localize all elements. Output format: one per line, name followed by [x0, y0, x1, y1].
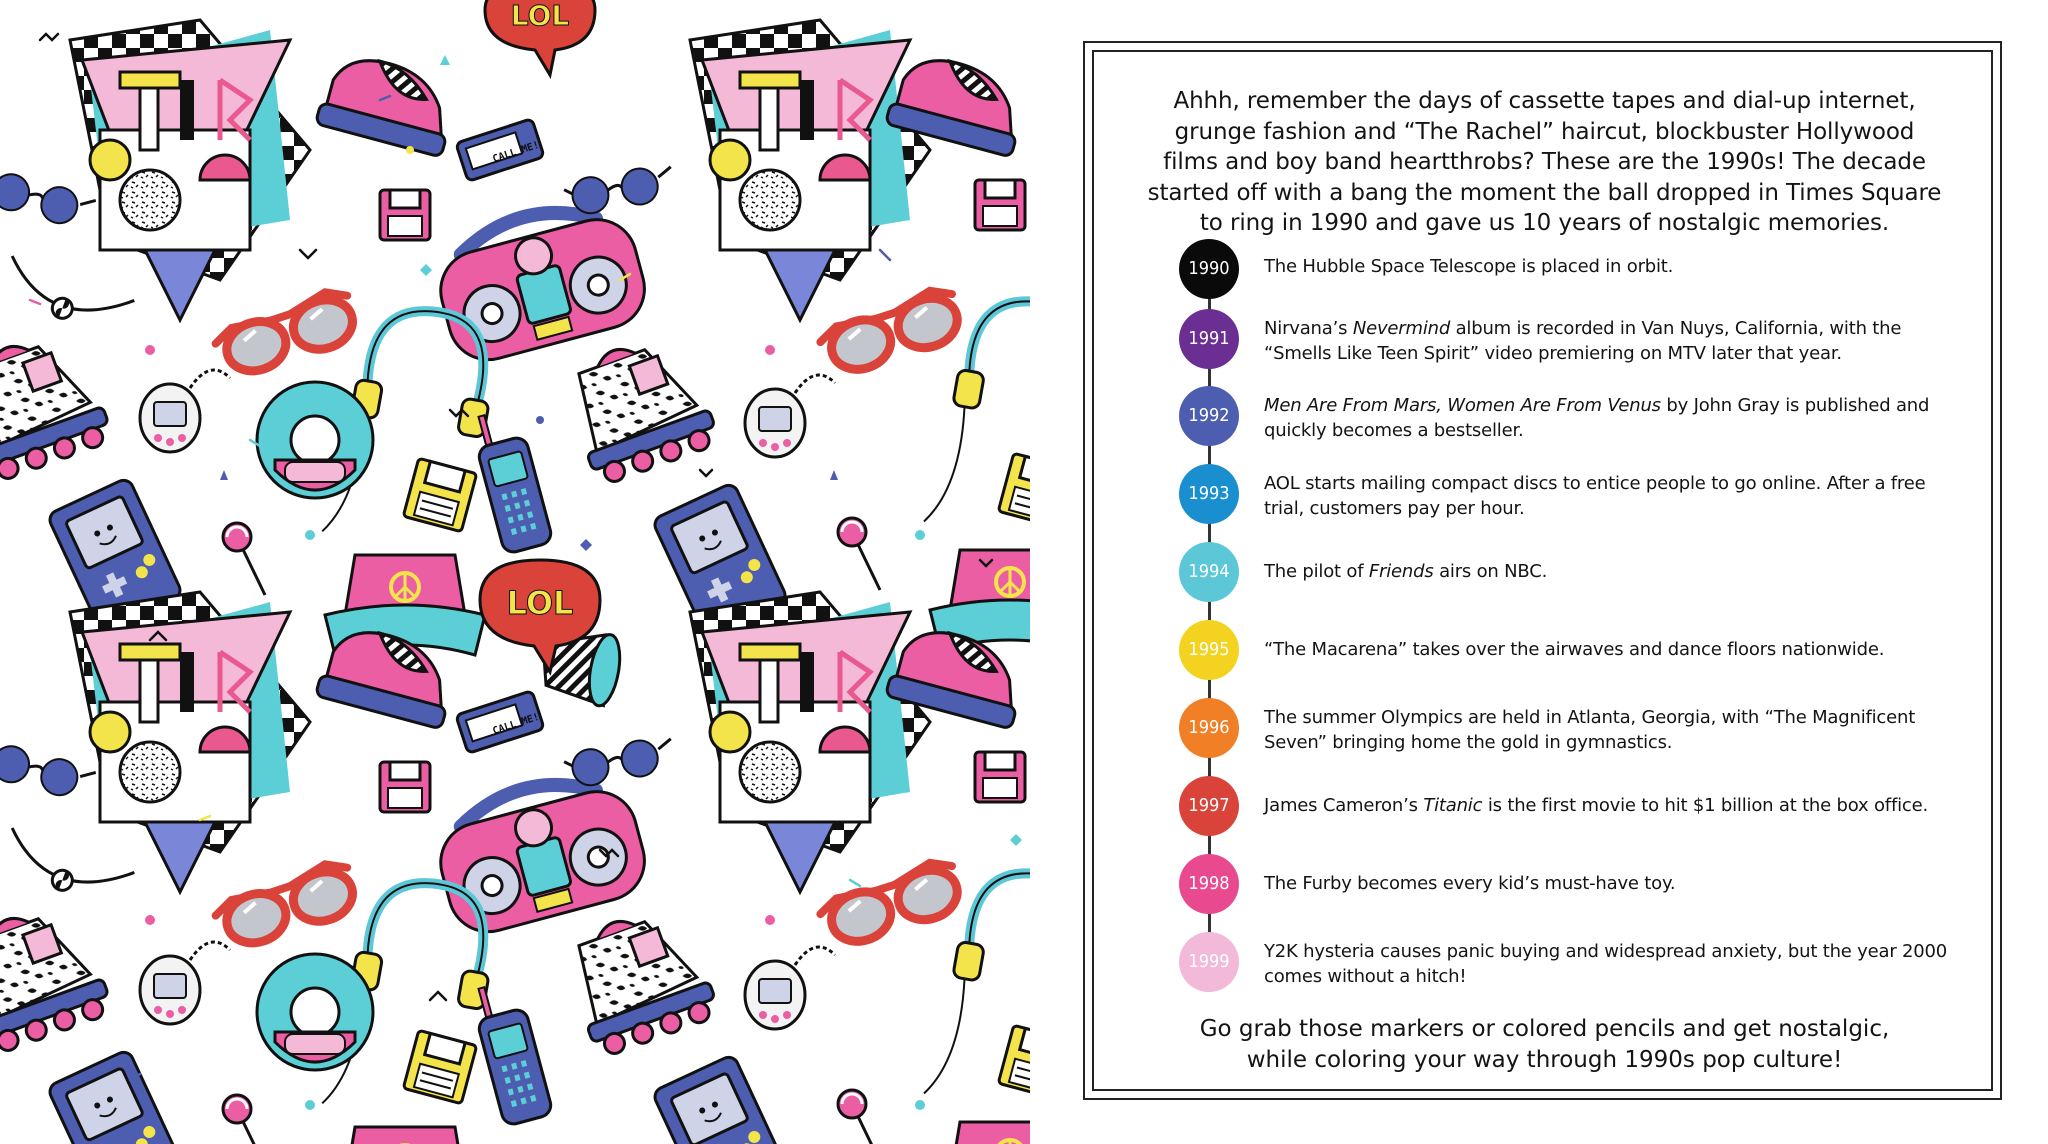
timeline-item-1991: [1094, 302, 1991, 378]
timeline-item-1997: [1094, 769, 1991, 845]
year-badge: 1996: [1179, 698, 1239, 758]
intro-paragraph: Ahhh, remember the days of cassette tapes and dial-up internet, grunge fashion and “The Rachel” haircut, blockbuster Hollywood films and boy band heartthrobs? These are the 1990s! The decade started off with a bang the moment the ball dropped in Times Square to ring in 1990 and gave us 10 years of nostalgic memories.: [1147, 88, 1942, 236]
timeline-page: [1030, 0, 2048, 1144]
year-badge: 1993: [1179, 464, 1239, 524]
closing-line-2: while coloring your way through 1990s pop culture!: [1246, 1047, 1843, 1073]
page-border-inner: [1092, 50, 1993, 1091]
timeline-item-1993: [1094, 457, 1991, 533]
closing-line-1: Go grab those markers or colored pencils and get nostalgic,: [1199, 1016, 1890, 1042]
timeline-event-text: The pilot of Friends airs on NBC.: [1264, 561, 1548, 582]
timeline-item-1995: [1094, 613, 1991, 689]
timeline-item-1996: [1094, 691, 1991, 767]
year-badge: 1998: [1179, 854, 1239, 914]
timeline-event-text: “The Macarena” takes over the airwaves and dance floors nationwide.: [1264, 639, 1885, 660]
pager-text-bottom: CALL ME!: [491, 711, 541, 738]
timeline-event-text: James Cameron’s Titanic is the first movie to hit $1 billion at the box office.: [1264, 795, 1928, 816]
closing-message: [1144, 1014, 1945, 1076]
timeline-item-1992: [1094, 379, 1991, 455]
year-badge: 1997: [1179, 776, 1239, 836]
timeline-item-1994: [1094, 535, 1991, 611]
timeline-item-1999: [1094, 925, 1991, 1001]
timeline-event-text: Men Are From Mars, Women Are From Venus by John Gray is published and quickly becomes a bestseller.: [1264, 395, 1930, 441]
page-border-outer: [1083, 41, 2002, 1100]
lol-bubble-top: LOL: [510, 0, 570, 32]
year-badge: 1995: [1179, 620, 1239, 680]
timeline-event-text: Nirvana’s Nevermind album is recorded in Van Nuys, California, with the “Smells Like Teen Spirit” video premiering on MTV later that year.: [1264, 318, 1902, 364]
timeline-event-text: The Hubble Space Telescope is placed in orbit.: [1264, 256, 1674, 277]
lol-bubble-bottom: LOL: [506, 584, 574, 622]
timeline-event-text: The Furby becomes every kid’s must-have toy.: [1264, 873, 1676, 894]
year-badge: 1991: [1179, 309, 1239, 369]
year-badge: 1999: [1179, 932, 1239, 992]
timeline-item-1998: [1094, 847, 1991, 923]
year-badge: 1992: [1179, 386, 1239, 446]
year-badge: 1990: [1179, 239, 1239, 299]
timeline-event-text: Y2K hysteria causes panic buying and widespread anxiety, but the year 2000 comes without a hitch!: [1264, 941, 1948, 987]
timeline-event-text: The summer Olympics are held in Atlanta, Georgia, with “The Magnificent Seven” bringing home the gold in gymnastics.: [1264, 707, 1916, 753]
year-badge: 1994: [1179, 542, 1239, 602]
pager-text-top: CALL ME!: [491, 139, 541, 166]
timeline-event-text: AOL starts mailing compact discs to entice people to go online. After a free trial, customers pay per hour.: [1264, 473, 1926, 519]
timeline-item-1990: [1094, 232, 1991, 308]
timeline: [1094, 52, 1991, 1089]
